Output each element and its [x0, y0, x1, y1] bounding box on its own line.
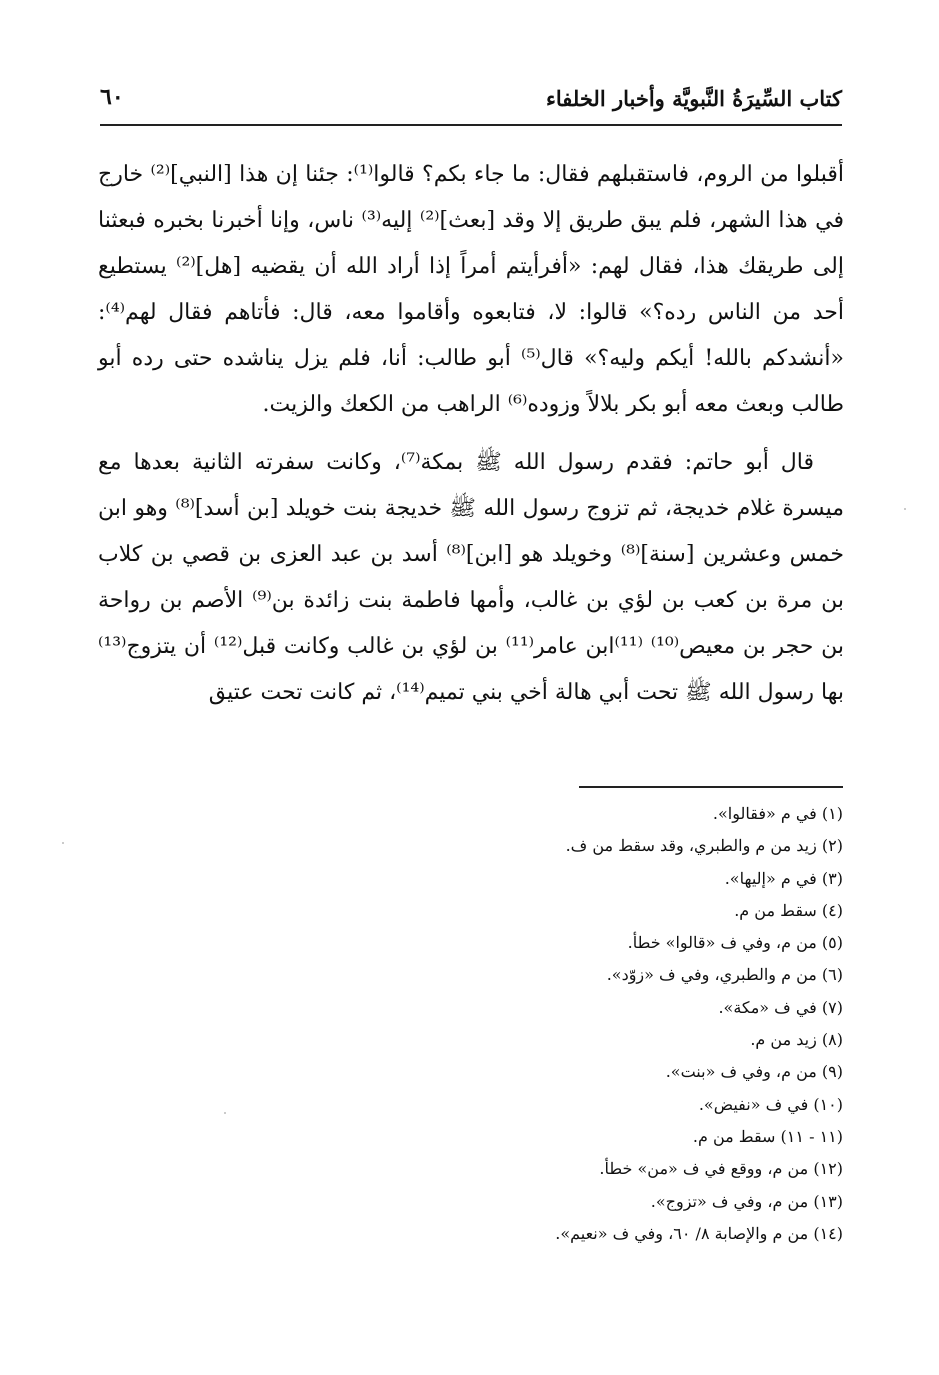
footnote: (١٠) في ف «نفيض». — [698, 1094, 843, 1114]
scan-speck — [904, 508, 906, 510]
footnote: (١) في م «فقالوا». — [712, 804, 843, 823]
footnote: (١٣) من م، وفي ف «تزوج». — [650, 1191, 843, 1211]
footnote: (٤) سقط من م. — [734, 900, 843, 920]
running-header — [100, 82, 842, 122]
footnote: (١٢) من م، ووقع في ف «من» خطأ. — [599, 1159, 843, 1179]
footnote: (٢) زيد من م والطبري، وقد سقط من ف. — [565, 836, 843, 856]
scan-speck — [224, 1112, 226, 1114]
footnote-rule — [579, 786, 843, 788]
footnote: (١٤) من م والإصابة ٨/ ٦٠، وفي ف «نعيم». — [555, 1223, 843, 1243]
paragraph: قال أبو حاتم: فقدم رسول الله ﷺ بمكة⁽⁷⁾، وكانت سفرته الثانية بعدها مع ميسرة غلام خديجة، ثم تزوج رسول الله ﷺ خديجة بنت خويلد [بن أسد]⁽⁸⁾ وهو ابن خمس وعشرين [سنة]⁽⁸⁾ وخويلد هو [ابن]⁽⁸⁾ أسد بن عبد العزى بن قصي بن كلاب بن مرة بن كعب بن لؤي بن غالب، وأمها فاطمة بنت زائدة بن⁽⁹⁾ الأصم بن رواحة بن حجر بن معيص⁽¹⁰⁾ ⁽¹¹⁾ابن عامر⁽¹¹⁾ بن لؤي بن غالب وكانت قبل⁽¹²⁾ أن يتزوج⁽¹³⁾ بها رسول الله ﷺ تحت أبي هالة أخي بني تميم⁽¹⁴⁾، ثم كانت تحت عتيق — [98, 450, 844, 705]
book-title: كتاب السِّيرَةُ النَّبويَّة وأخبار الخلفاء — [546, 86, 842, 111]
footnote: (١١ - ١١) سقط من م. — [692, 1126, 843, 1146]
page-number: ٦٠ — [100, 84, 124, 110]
footnote: (٦) من م والطبري، وفي ف «زوّد». — [606, 965, 843, 985]
paragraph: أقبلوا من الروم، فاستقبلهم فقال: ما جاء بكم؟ قالوا⁽¹⁾: جئنا إن هذا [النبي]⁽²⁾ خارج في هذا الشهر، فلم يبق طريق إلا وقد [بعث]⁽²⁾ إليه⁽³⁾ ناس، وإنا أخبرنا بخبره فبعثنا إلى طريقك هذا، فقال لهم: «أفرأيتم أمراً إذا أراد الله أن يقضيه [هل]⁽²⁾ يستطيع أحد من الناس رده؟» قالوا: لا، فتابعوه وأقاموا معه، قال: فأتاهم فقال لهم⁽⁴⁾: «أنشدكم بالله! أيكم وليه؟» قال⁽⁵⁾ أبو طالب: أنا، فلم يزل يناشده حتى رده أبو طالب وبعث معه أبو بكر بلالاً وزوده⁽⁶⁾ الراهب من الكعك والزيت. — [98, 162, 844, 417]
footnote: (٧) في ف «مكة». — [718, 997, 843, 1017]
header-rule — [100, 124, 842, 126]
footnote: (٣) في م «إليها». — [724, 868, 843, 888]
main-text — [98, 152, 844, 728]
footnote: (٨) زيد من م. — [750, 1030, 843, 1050]
footnote: (٩) من م، وفي ف «بنت». — [665, 1062, 843, 1082]
scan-speck — [62, 842, 64, 844]
footnote: (٥) من م، وفي ف «قالوا» خطأ. — [627, 933, 843, 953]
footnotes-list — [323, 798, 843, 1250]
